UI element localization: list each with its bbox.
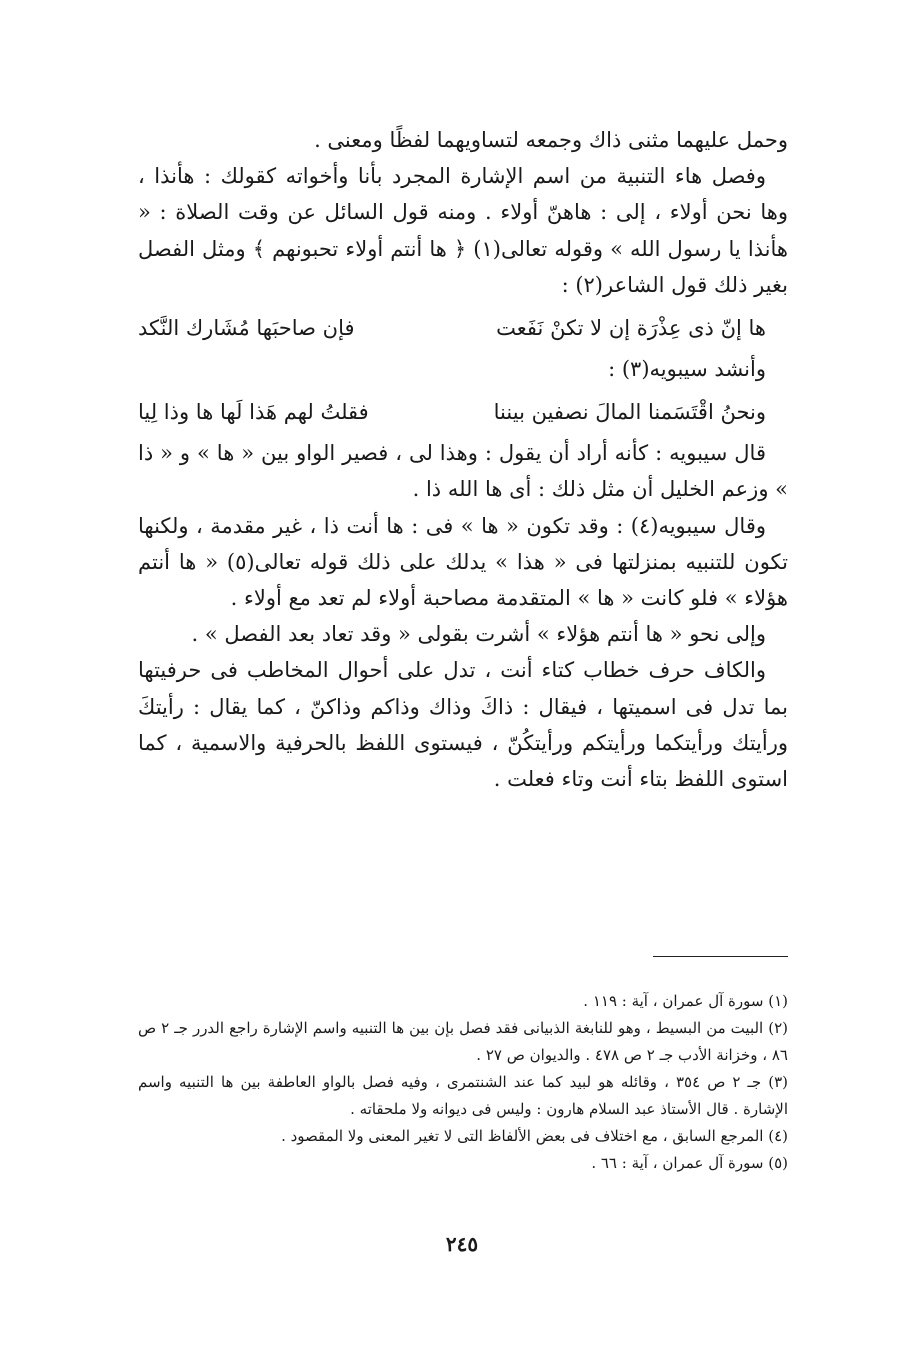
verse-2 [138, 395, 788, 429]
paragraph-4: قال سيبويه : كأنه أراد أن يقول : وهذا لى ، فصير الواو بين « ها » و « ذا » وزعم الخليل أن مثل ذلك : أى ها الله ذا . [138, 441, 788, 502]
main-text [138, 122, 788, 797]
verse-1 [138, 311, 788, 345]
paragraph-5: وقال سيبويه(٤) : وقد تكون « ها » فى : ها أنت ذا ، غير مقدمة ، ولكنها تكون للتنبيه بمنزلتها فى « هذا » يدلك على ذلك قوله تعالى(٥) « ها أنتم هؤلاء » فلو كانت « ها » المتقدمة مصاحبة أولاء لم تعد مع أولاء . [138, 513, 788, 611]
verse-1-second-hemistich: فإن صاحبَها مُشَارك النَّكد [138, 316, 355, 341]
paragraph-3: وأنشد سيبويه(٣) : [608, 357, 766, 382]
footnote-5: (٥) سورة آل عمران ، آية : ٦٦ . [591, 1154, 788, 1172]
verse-2-second-hemistich: فقلتُ لهم هَذا لَها ها وذا لِيا [138, 400, 369, 425]
footnote-2: (٢) البيت من البسيط ، وهو للنابغة الذبيانى فقد فصل بإن بين ها التنبيه واسم الإشارة راجع الدرر جـ ٢ ص ٨٦ ، وخزانة الأدب جـ ٢ ص ٤٧٨ . والديوان ص ٢٧ . [138, 1019, 789, 1064]
page-number: ٢٤٥ [445, 1232, 479, 1256]
footnote-4: (٤) المرجع السابق ، مع اختلاف فى بعض الألفاظ التى لا تغير المعنى ولا المقصود . [281, 1127, 788, 1145]
paragraph-6: وإلى نحو « ها أنتم هؤلاء » أشرت بقولى « وقد تعاد بعد الفصل » . [191, 622, 766, 647]
verse-2-first-hemistich: ونحنُ اقْتَسَمنا المالَ نصفين بيننا [493, 400, 766, 425]
verse-1-first-hemistich: ها إنّ ذى عِذْرَة إن لا تكنْ نَفَعت [496, 316, 766, 341]
footnote-1: (١) سورة آل عمران ، آية : ١١٩ . [583, 992, 788, 1010]
paragraph-7: والكاف حرف خطاب كتاء أنت ، تدل على أحوال المخاطب فى حرفيتها بما تدل فى اسميتها ، فيقال : ذاكَ وذاك وذاكم وذاكنّ ، كما يقال : رأيتكَ ورأيتك ورأيتكما ورأيتكم ورأيتكُنّ ، فيستوى اللفظ بالحرفية والاسمية ، كما استوى اللفظ بتاء أنت وتاء فعلت . [138, 658, 788, 792]
paragraph-2: وفصل هاء التنبية من اسم الإشارة المجرد بأنا وأخواته كقولك : هأنذا ، وها نحن أولاء ، إلى : هاهنّ أولاء . ومنه قول السائل عن وقت الصلاة : « هأنذا يا رسول الله » وقوله تعالى(١) ﴿ ها أنتم أولاء تحبونهم ﴾ ومثل الفصل بغير ذلك قول الشاعر(٢) : [138, 164, 788, 297]
footnote-separator [653, 956, 788, 957]
paragraph-1: وحمل عليهما مثنى ذاك وجمعه لتساويهما لفظًا ومعنى . [314, 128, 788, 152]
footnotes [138, 988, 788, 1177]
footnote-3: (٣) جـ ٢ ص ٣٥٤ ، وقائله هو لبيد كما عند الشنتمرى ، وفيه فصل بالواو العاطفة بين ها التنبيه واسم الإشارة . قال الأستاذ عبد السلام هارون : وليس فى ديوانه ولا ملحقاته . [138, 1073, 789, 1118]
